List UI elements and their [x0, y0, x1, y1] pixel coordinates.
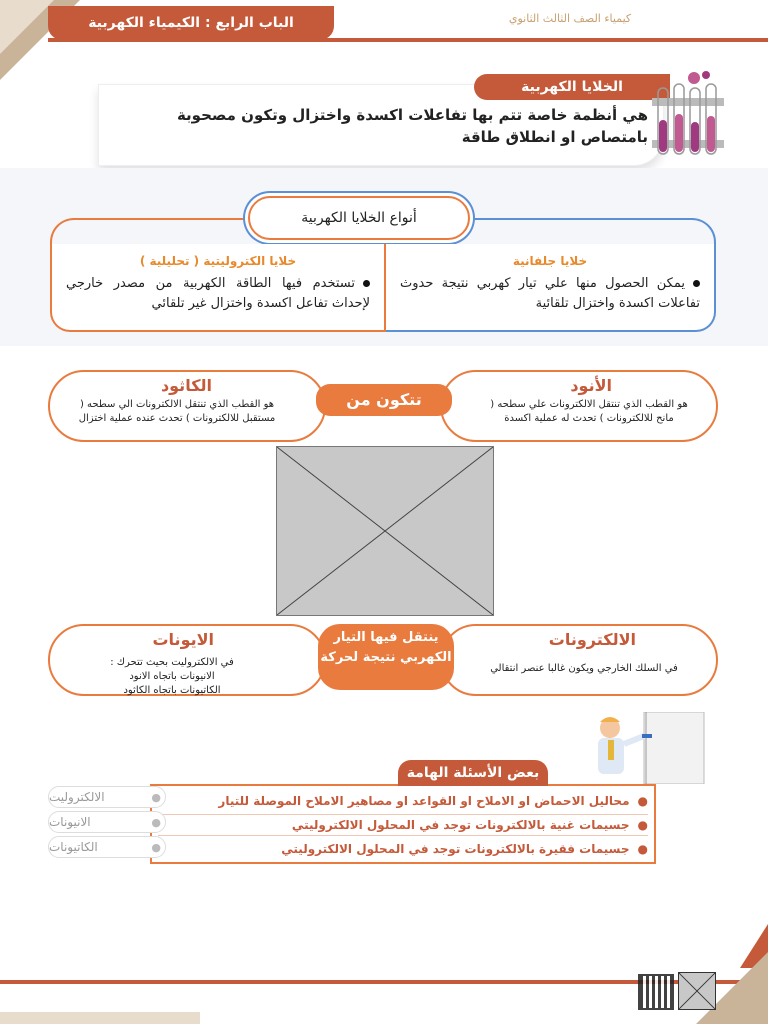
qr-code-icon[interactable] [638, 974, 674, 1010]
galvanic-text: يمكن الحصول منها علي تيار كهربي نتيجة حدوث تفاعلات اكسدة واختزال تلقائية [400, 276, 700, 311]
definition-title: الخلايا الكهربية [474, 74, 670, 100]
footer-band [0, 1012, 200, 1024]
bullet-icon [693, 280, 700, 287]
questions-box [150, 784, 656, 864]
corner-decoration-top-left-inner [0, 0, 54, 54]
question-row-2 [158, 814, 648, 836]
bullet-icon: ● [151, 840, 161, 854]
questions-title: بعض الأسئلة الهامة [398, 760, 548, 786]
galvanic-text-wrap [386, 268, 714, 314]
answer-box-3 [48, 836, 166, 858]
electrons-title: الالكترونات [548, 630, 636, 649]
question-text-2: جسيمات غنية بالالكترونات توجد في المحلول الالكتروليتي [291, 818, 630, 832]
consists-of-badge: تتكون من [316, 384, 452, 416]
electrons-card [440, 624, 718, 696]
galvanic-card [384, 244, 716, 332]
bullet-icon: ● [637, 794, 648, 808]
subject-label: كيمياء الصف الثالث الثانوي [508, 12, 632, 25]
types-title: أنواع الخلايا الكهربية [248, 196, 470, 240]
current-center-badge: ينتقل فيها التيار الكهربي نتيجة لحركة [318, 624, 454, 690]
question-text-3: جسيمات فقيرة بالالكترونات توجد في المحلول الالكتروليتي [281, 842, 630, 856]
answer-text-1: الالكتروليت [49, 790, 105, 804]
bullet-icon: ● [637, 818, 648, 832]
cell-diagram-image [276, 446, 494, 616]
bullet-icon: ● [151, 815, 161, 829]
question-text-1: محاليل الاحماض او الاملاح او القواعد او مصاهير الاملاح الموصلة للتيار [218, 794, 630, 808]
ions-title: الايونات [152, 630, 214, 649]
anode-card [440, 370, 718, 442]
chapter-title: الباب الرابع : الكيمياء الكهربية [48, 6, 334, 40]
answer-box-2 [48, 811, 166, 833]
answer-text-2: الانيونات [49, 815, 91, 829]
cathode-title: الكاثود [160, 376, 212, 395]
galvanic-title: خلايا جلفانية [512, 254, 588, 268]
ions-text-2: الانيونات باتجاه الانود [129, 671, 215, 682]
electrolytic-title: خلايا الكتروليتية ( تحليلية ) [139, 254, 297, 268]
electrolytic-text-wrap [52, 268, 384, 314]
image-placeholder-icon [678, 972, 716, 1010]
electrons-text: في السلك الخارجي ويكون غالبا عنصر انتقالي [490, 663, 678, 674]
ions-card [48, 624, 326, 696]
question-row-1 [158, 790, 648, 812]
electrolytic-card [50, 244, 386, 332]
test-tubes-icon [650, 70, 726, 162]
teacher-illustration [588, 712, 708, 784]
cathode-card [48, 370, 326, 442]
bullet-icon: ● [151, 790, 161, 804]
cathode-text: هو القطب الذي تنتقل الالكترونات الي سطحه ( مستقبل للالكترونات ) تحدث عنده عملية اختزال [78, 399, 276, 424]
ions-text-3: الكاتيونات باتجاه الكاثود [123, 685, 221, 696]
answer-text-3: الكاتيونات [49, 840, 98, 854]
bullet-icon [363, 280, 370, 287]
definition-text: هي أنظمة خاصة تتم بها تفاعلات اكسدة واختزال وتكون مصحوبة بامتصاص او انطلاق طاقة [176, 106, 648, 146]
ions-text-1: في الالكتروليت بحيث تتحرك : [110, 657, 234, 668]
question-row-3 [158, 838, 648, 860]
anode-text: هو القطب الذي تنتقل الالكترونات علي سطحه ( مانح للالكترونات ) تحدث له عملية اكسدة [490, 399, 688, 424]
bullet-icon: ● [637, 842, 648, 856]
answer-box-1 [48, 786, 166, 808]
electrolytic-text: تستخدم فيها الطاقة الكهربية من مصدر خارجي لإحداث تفاعل اكسدة واختزال غير تلقائي [66, 276, 370, 311]
anode-title: الأنود [570, 376, 612, 395]
